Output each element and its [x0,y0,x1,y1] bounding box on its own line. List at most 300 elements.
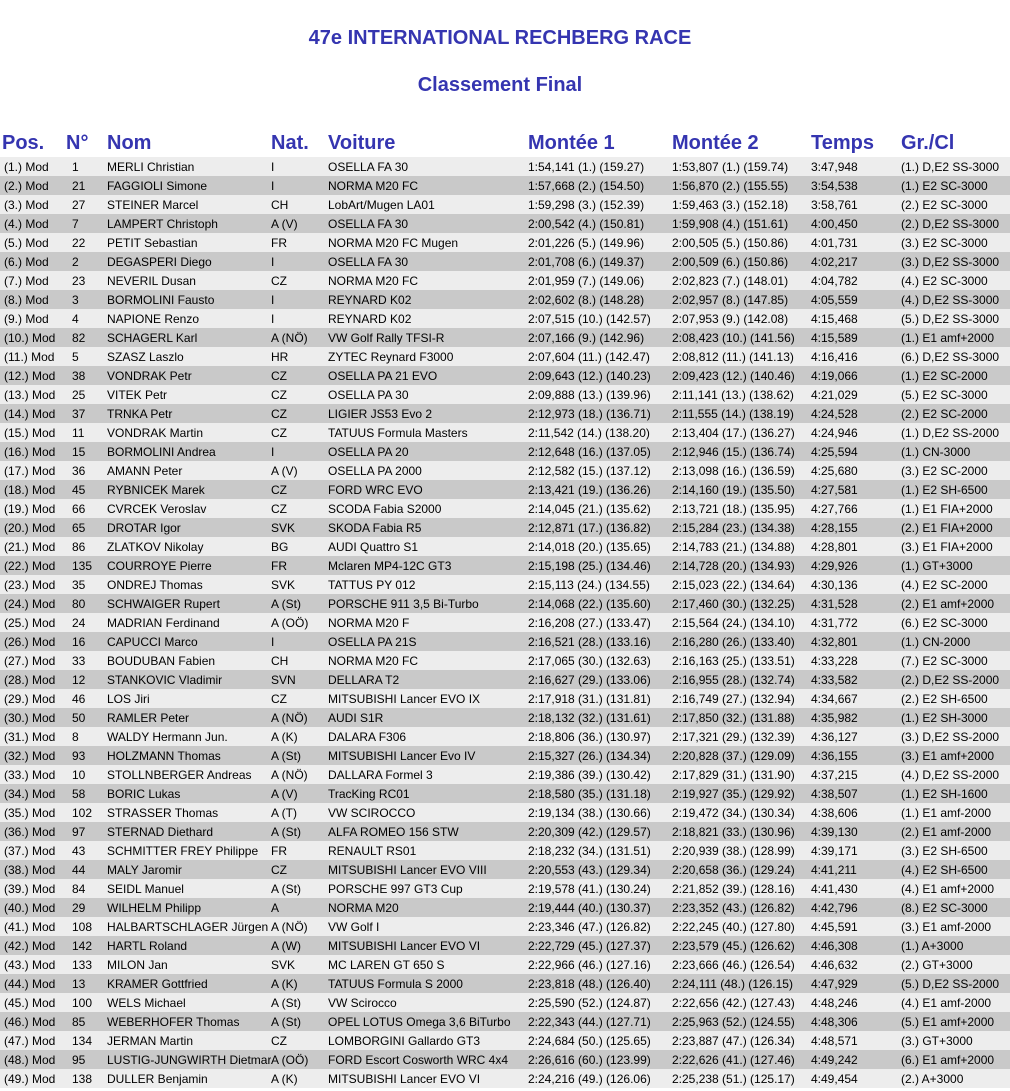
cell-car: OPEL LOTUS Omega 3,6 BiTurbo [328,1014,511,1029]
table-row [0,461,1010,480]
cell-nationality: I [271,444,275,459]
cell-number: 138 [72,1071,93,1086]
cell-car: MITSUBISHI Lancer EVO VIII [328,862,487,877]
header-nationality: Nat. [271,132,309,154]
cell-time: 4:19,066 [811,368,858,383]
cell-run1: 2:18,232 (34.) (131.51) [528,843,651,858]
cell-name: VONDRAK Petr [107,368,192,383]
table-row [0,784,1010,803]
cell-nationality: CZ [271,501,287,516]
cell-run2: 2:21,852 (39.) (128.16) [672,881,795,896]
cell-name: CAPUCCI Marco [107,634,198,649]
table-row [0,1012,1010,1031]
cell-time: 4:24,946 [811,425,858,440]
table-row [0,176,1010,195]
cell-run1: 1:54,141 (1.) (159.27) [528,159,645,174]
cell-position: (48.) Mod [4,1052,56,1067]
cell-run1: 2:17,918 (31.) (131.81) [528,691,651,706]
cell-run2: 2:11,555 (14.) (138.19) [672,406,794,421]
cell-number: 16 [72,634,86,649]
cell-position: (25.) Mod [4,615,56,630]
cell-position: (26.) Mod [4,634,56,649]
cell-time: 4:31,772 [811,615,858,630]
cell-car: REYNARD K02 [328,292,412,307]
cell-run2: 2:14,160 (19.) (135.50) [672,482,795,497]
cell-nationality: A (NÖ) [271,767,308,782]
cell-run2: 2:13,404 (17.) (136.27) [672,425,795,440]
cell-car: TracKing RC01 [328,786,410,801]
cell-time: 4:31,528 [811,596,858,611]
cell-run2: 2:09,423 (12.) (140.46) [672,368,795,383]
cell-time: 4:27,581 [811,482,858,497]
cell-position: (12.) Mod [4,368,56,383]
cell-group-class: (3.) E1 amf-2000 [901,919,992,934]
cell-number: 1 [72,159,79,174]
cell-number: 135 [72,558,93,573]
cell-group-class: (3.) E2 SH-6500 [901,843,988,858]
cell-number: 82 [72,330,86,345]
cell-run1: 2:22,343 (44.) (127.71) [528,1014,651,1029]
cell-run2: 2:23,352 (43.) (126.82) [672,900,795,915]
cell-number: 27 [72,197,86,212]
cell-name: TRNKA Petr [107,406,173,421]
header-run2: Montée 2 [672,132,759,154]
cell-time: 4:46,632 [811,957,858,972]
table-row [0,594,1010,613]
cell-number: 10 [72,767,86,782]
cell-run1: 2:14,068 (22.) (135.60) [528,596,651,611]
cell-run2: 2:22,245 (40.) (127.80) [672,919,795,934]
cell-group-class: (6.) E1 amf+2000 [901,1052,995,1067]
cell-name: LOS Jiri [107,691,150,706]
cell-nationality: A (St) [271,748,302,763]
cell-run1: 2:01,708 (6.) (149.37) [528,254,645,269]
cell-car: VW Scirocco [328,995,397,1010]
cell-number: 25 [72,387,86,402]
cell-number: 80 [72,596,86,611]
table-row [0,480,1010,499]
cell-car: OSELLA PA 30 [328,387,409,402]
cell-run1: 2:12,871 (17.) (136.82) [528,520,651,535]
table-row [0,841,1010,860]
cell-nationality: A (St) [271,824,302,839]
cell-position: (41.) Mod [4,919,56,934]
cell-nationality: BG [271,539,289,554]
table-row [0,233,1010,252]
header-name: Nom [107,132,152,154]
cell-nationality: I [271,159,275,174]
table-row [0,366,1010,385]
cell-run2: 2:07,953 (9.) (142.08) [672,311,789,326]
cell-group-class: (2.) E1 amf+2000 [901,596,995,611]
cell-position: (29.) Mod [4,691,56,706]
cell-name: LUSTIG-JUNGWIRTH Dietmar [107,1052,271,1067]
cell-name: BORMOLINI Fausto [107,292,215,307]
cell-car: RENAULT RS01 [328,843,417,858]
cell-name: HOLZMANN Thomas [107,748,221,763]
cell-number: 142 [72,938,93,953]
cell-name: MALY Jaromir [107,862,182,877]
cell-position: (44.) Mod [4,976,56,991]
cell-group-class: (1.) D,E2 SS-2000 [901,425,1000,440]
cell-group-class: (2.) D,E2 SS-2000 [901,672,1000,687]
table-row [0,746,1010,765]
cell-time: 3:54,538 [811,178,858,193]
cell-nationality: A (T) [271,805,297,820]
cell-number: 43 [72,843,86,858]
cell-number: 36 [72,463,86,478]
cell-name: SCHAGERL Karl [107,330,198,345]
table-row [0,423,1010,442]
cell-run2: 1:59,908 (4.) (151.61) [672,216,789,231]
cell-car: FORD Escort Cosworth WRC 4x4 [328,1052,509,1067]
cell-nationality: HR [271,349,289,364]
cell-run1: 2:25,590 (52.) (124.87) [528,995,651,1010]
cell-car: NORMA M20 [328,900,399,915]
cell-position: (43.) Mod [4,957,56,972]
cell-run2: 2:19,472 (34.) (130.34) [672,805,795,820]
table-row [0,252,1010,271]
cell-car: DELLARA T2 [328,672,400,687]
cell-position: (37.) Mod [4,843,56,858]
cell-time: 4:28,155 [811,520,858,535]
cell-group-class: (2.) E2 SC-2000 [901,406,988,421]
cell-position: (45.) Mod [4,995,56,1010]
cell-group-class: (5.) D,E2 SS-2000 [901,976,1000,991]
cell-number: 95 [72,1052,86,1067]
cell-time: 4:27,766 [811,501,858,516]
cell-position: (16.) Mod [4,444,56,459]
table-row [0,442,1010,461]
cell-name: MILON Jan [107,957,168,972]
cell-time: 4:37,215 [811,767,858,782]
table-row [0,993,1010,1012]
cell-group-class: (2.) A+3000 [901,1071,964,1086]
header-car: Voiture [328,132,396,154]
cell-group-class: (7.) E2 SC-3000 [901,653,988,668]
cell-time: 4:33,228 [811,653,858,668]
cell-name: STEINER Marcel [107,197,199,212]
cell-name: DEGASPERI Diego [107,254,212,269]
cell-run1: 2:19,444 (40.) (130.37) [528,900,651,915]
cell-run2: 2:12,946 (15.) (136.74) [672,444,795,459]
cell-number: 58 [72,786,86,801]
cell-number: 46 [72,691,86,706]
cell-nationality: I [271,292,275,307]
cell-time: 4:15,589 [811,330,858,345]
cell-name: NEVERIL Dusan [107,273,196,288]
cell-group-class: (4.) E2 SH-6500 [901,862,988,877]
cell-nationality: A (NÖ) [271,919,308,934]
cell-run2: 2:02,957 (8.) (147.85) [672,292,789,307]
cell-position: (27.) Mod [4,653,56,668]
cell-car: LobArt/Mugen LA01 [328,197,435,212]
cell-nationality: A (OÖ) [271,1052,309,1067]
table-row [0,727,1010,746]
cell-position: (49.) Mod [4,1071,56,1086]
cell-name: STRASSER Thomas [107,805,219,820]
cell-run1: 2:16,627 (29.) (133.06) [528,672,651,687]
cell-time: 4:00,450 [811,216,858,231]
cell-nationality: CZ [271,482,287,497]
cell-time: 4:30,136 [811,577,858,592]
cell-run1: 2:23,818 (48.) (126.40) [528,976,651,991]
cell-time: 4:41,211 [811,862,857,877]
cell-car: NORMA M20 FC [328,653,419,668]
cell-time: 4:41,430 [811,881,858,896]
table-row [0,214,1010,233]
cell-run1: 2:11,542 (14.) (138.20) [528,425,650,440]
cell-name: VITEK Petr [107,387,168,402]
table-row [0,917,1010,936]
cell-run2: 2:15,284 (23.) (134.38) [672,520,795,535]
cell-car: MITSUBISHI Lancer EVO VI [328,1071,481,1086]
cell-car: OSELLA FA 30 [328,254,409,269]
cell-number: 133 [72,957,93,972]
cell-run1: 2:09,888 (13.) (139.96) [528,387,651,402]
cell-position: (14.) Mod [4,406,56,421]
cell-time: 4:46,308 [811,938,858,953]
cell-car: PORSCHE 997 GT3 Cup [328,881,463,896]
cell-position: (18.) Mod [4,482,56,497]
cell-car: OSELLA PA 21S [328,634,417,649]
cell-group-class: (4.) E2 SC-2000 [901,577,988,592]
cell-name: RYBNICEK Marek [107,482,205,497]
cell-nationality: CZ [271,368,287,383]
cell-group-class: (2.) E2 SC-3000 [901,197,988,212]
header-group-class: Gr./Cl [901,132,955,154]
cell-time: 4:25,680 [811,463,858,478]
cell-run1: 2:20,309 (42.) (129.57) [528,824,651,839]
cell-name: FAGGIOLI Simone [107,178,208,193]
cell-car: MC LAREN GT 650 S [328,957,445,972]
cell-position: (13.) Mod [4,387,56,402]
cell-run1: 1:59,298 (3.) (152.39) [528,197,645,212]
cell-time: 3:47,948 [811,159,858,174]
cell-run2: 2:24,111 (48.) (126.15) [672,976,793,991]
cell-car: DALLARA Formel 3 [328,767,433,782]
cell-run2: 2:16,280 (26.) (133.40) [672,634,795,649]
cell-car: Mclaren MP4-12C GT3 [328,558,452,573]
cell-group-class: (5.) E1 amf+2000 [901,1014,995,1029]
cell-run1: 2:12,648 (16.) (137.05) [528,444,651,459]
table-row [0,499,1010,518]
cell-run2: 2:00,505 (5.) (150.86) [672,235,789,250]
cell-car: REYNARD K02 [328,311,412,326]
table-row [0,632,1010,651]
page-subtitle: Classement Final [417,74,583,96]
cell-time: 4:33,582 [811,672,858,687]
cell-time: 4:49,454 [811,1071,858,1086]
cell-run1: 2:09,643 (12.) (140.23) [528,368,651,383]
cell-group-class: (4.) D,E2 SS-3000 [901,292,1000,307]
cell-position: (10.) Mod [4,330,56,345]
cell-run2: 1:59,463 (3.) (152.18) [672,197,789,212]
cell-position: (34.) Mod [4,786,56,801]
cell-nationality: CZ [271,387,287,402]
cell-number: 134 [72,1033,93,1048]
table-row [0,651,1010,670]
cell-number: 15 [72,444,86,459]
header-position: Pos. [2,132,45,154]
cell-time: 4:49,242 [811,1052,858,1067]
cell-nationality: A (W) [271,938,301,953]
cell-position: (6.) Mod [4,254,49,269]
cell-run2: 2:20,828 (37.) (129.09) [672,748,795,763]
cell-name: WELS Michael [107,995,186,1010]
cell-car: OSELLA PA 21 EVO [328,368,438,383]
cell-time: 4:05,559 [811,292,858,307]
cell-car: NORMA M20 FC [328,178,419,193]
table-row [0,860,1010,879]
cell-run2: 1:56,870 (2.) (155.55) [672,178,789,193]
cell-time: 4:34,667 [811,691,858,706]
cell-group-class: (5.) E2 SC-3000 [901,387,988,402]
cell-run1: 2:19,134 (38.) (130.66) [528,805,651,820]
cell-number: 66 [72,501,86,516]
cell-time: 3:58,761 [811,197,858,212]
cell-position: (19.) Mod [4,501,56,516]
table-row [0,822,1010,841]
cell-name: STANKOVIC Vladimir [107,672,223,687]
cell-position: (8.) Mod [4,292,49,307]
cell-run2: 2:02,823 (7.) (148.01) [672,273,789,288]
table-row [0,347,1010,366]
cell-run2: 2:16,955 (28.) (132.74) [672,672,795,687]
cell-car: PORSCHE 911 3,5 Bi-Turbo [328,596,479,611]
cell-position: (30.) Mod [4,710,56,725]
cell-run1: 2:19,386 (39.) (130.42) [528,767,651,782]
cell-run1: 1:57,668 (2.) (154.50) [528,178,645,193]
cell-nationality: CZ [271,1033,287,1048]
cell-car: TATUUS Formula S 2000 [328,976,463,991]
cell-run2: 2:00,509 (6.) (150.86) [672,254,789,269]
cell-run2: 2:13,721 (18.) (135.95) [672,501,795,516]
cell-run2: 2:20,939 (38.) (128.99) [672,843,795,858]
cell-group-class: (6.) E2 SC-3000 [901,615,988,630]
cell-run1: 2:02,602 (8.) (148.28) [528,292,645,307]
cell-run2: 2:17,460 (30.) (132.25) [672,596,795,611]
cell-nationality: SVN [271,672,296,687]
cell-name: DULLER Benjamin [107,1071,208,1086]
cell-name: STERNAD Diethard [107,824,214,839]
cell-name: RAMLER Peter [107,710,190,725]
cell-name: BOUDUBAN Fabien [107,653,216,668]
cell-car: SKODA Fabia R5 [328,520,422,535]
cell-number: 100 [72,995,93,1010]
cell-number: 5 [72,349,79,364]
cell-group-class: (3.) GT+3000 [901,1033,973,1048]
cell-position: (7.) Mod [4,273,49,288]
cell-position: (31.) Mod [4,729,56,744]
cell-time: 4:35,982 [811,710,858,725]
table-row [0,575,1010,594]
cell-group-class: (2.) E1 amf-2000 [901,824,992,839]
table-row [0,1050,1010,1069]
cell-position: (46.) Mod [4,1014,56,1029]
results-table [0,130,1010,1088]
cell-nationality: CZ [271,691,287,706]
cell-group-class: (1.) E1 amf-2000 [901,805,992,820]
cell-nationality: A [271,900,280,915]
table-row [0,879,1010,898]
cell-run1: 2:16,521 (28.) (133.16) [528,634,651,649]
cell-group-class: (3.) D,E2 SS-3000 [901,254,1000,269]
cell-group-class: (2.) D,E2 SS-3000 [901,216,1000,231]
cell-name: KRAMER Gottfried [107,976,208,991]
cell-group-class: (1.) D,E2 SS-3000 [901,159,1000,174]
cell-name: JERMAN Martin [107,1033,194,1048]
cell-number: 35 [72,577,86,592]
cell-run1: 2:18,132 (32.) (131.61) [528,710,651,725]
cell-number: 33 [72,653,86,668]
cell-position: (22.) Mod [4,558,56,573]
cell-run1: 2:01,226 (5.) (149.96) [528,235,645,250]
cell-run2: 2:15,564 (24.) (134.10) [672,615,795,630]
cell-time: 4:02,217 [811,254,858,269]
cell-nationality: A (St) [271,596,302,611]
cell-group-class: (2.) E2 SH-6500 [901,691,988,706]
cell-group-class: (1.) E2 SH-1600 [901,786,988,801]
cell-run1: 2:16,208 (27.) (133.47) [528,615,651,630]
cell-name: VONDRAK Martin [107,425,204,440]
cell-position: (15.) Mod [4,425,56,440]
cell-group-class: (4.) D,E2 SS-2000 [901,767,1000,782]
cell-nationality: FR [271,558,287,573]
cell-car: VW Golf I [328,919,380,934]
cell-nationality: A (St) [271,995,302,1010]
cell-group-class: (3.) E1 FIA+2000 [901,539,993,554]
cell-name: CVRCEK Veroslav [107,501,207,516]
cell-run2: 2:22,656 (42.) (127.43) [672,995,795,1010]
cell-nationality: I [271,254,275,269]
cell-run1: 2:14,018 (20.) (135.65) [528,539,651,554]
table-row [0,195,1010,214]
cell-nationality: CH [271,653,289,668]
cell-nationality: A (OÖ) [271,615,309,630]
cell-nationality: CZ [271,406,287,421]
cell-number: 11 [72,425,85,440]
cell-run2: 2:08,812 (11.) (141.13) [672,349,794,364]
cell-car: AUDI Quattro S1 [328,539,419,554]
cell-nationality: FR [271,235,287,250]
cell-run1: 2:23,346 (47.) (126.82) [528,919,651,934]
cell-run1: 2:07,604 (11.) (142.47) [528,349,650,364]
cell-nationality: CZ [271,425,287,440]
cell-time: 4:32,801 [811,634,858,649]
cell-run1: 2:20,553 (43.) (129.34) [528,862,651,877]
cell-car: VW SCIROCCO [328,805,416,820]
cell-number: 22 [72,235,86,250]
cell-car: NORMA M20 FC [328,273,419,288]
cell-nationality: A (K) [271,976,298,991]
cell-number: 108 [72,919,93,934]
table-row [0,1069,1010,1088]
table-row [0,537,1010,556]
cell-run1: 2:26,616 (60.) (123.99) [528,1052,651,1067]
cell-run1: 2:12,973 (18.) (136.71) [528,406,651,421]
cell-car: AUDI S1R [328,710,384,725]
cell-number: 29 [72,900,86,915]
cell-nationality: A (K) [271,729,298,744]
cell-run1: 2:22,966 (46.) (127.16) [528,957,651,972]
cell-group-class: (1.) E2 SH-3000 [901,710,988,725]
table-row [0,271,1010,290]
cell-name: WILHELM Philipp [107,900,202,915]
cell-number: 50 [72,710,86,725]
table-header-row [0,130,1010,157]
cell-position: (21.) Mod [4,539,56,554]
